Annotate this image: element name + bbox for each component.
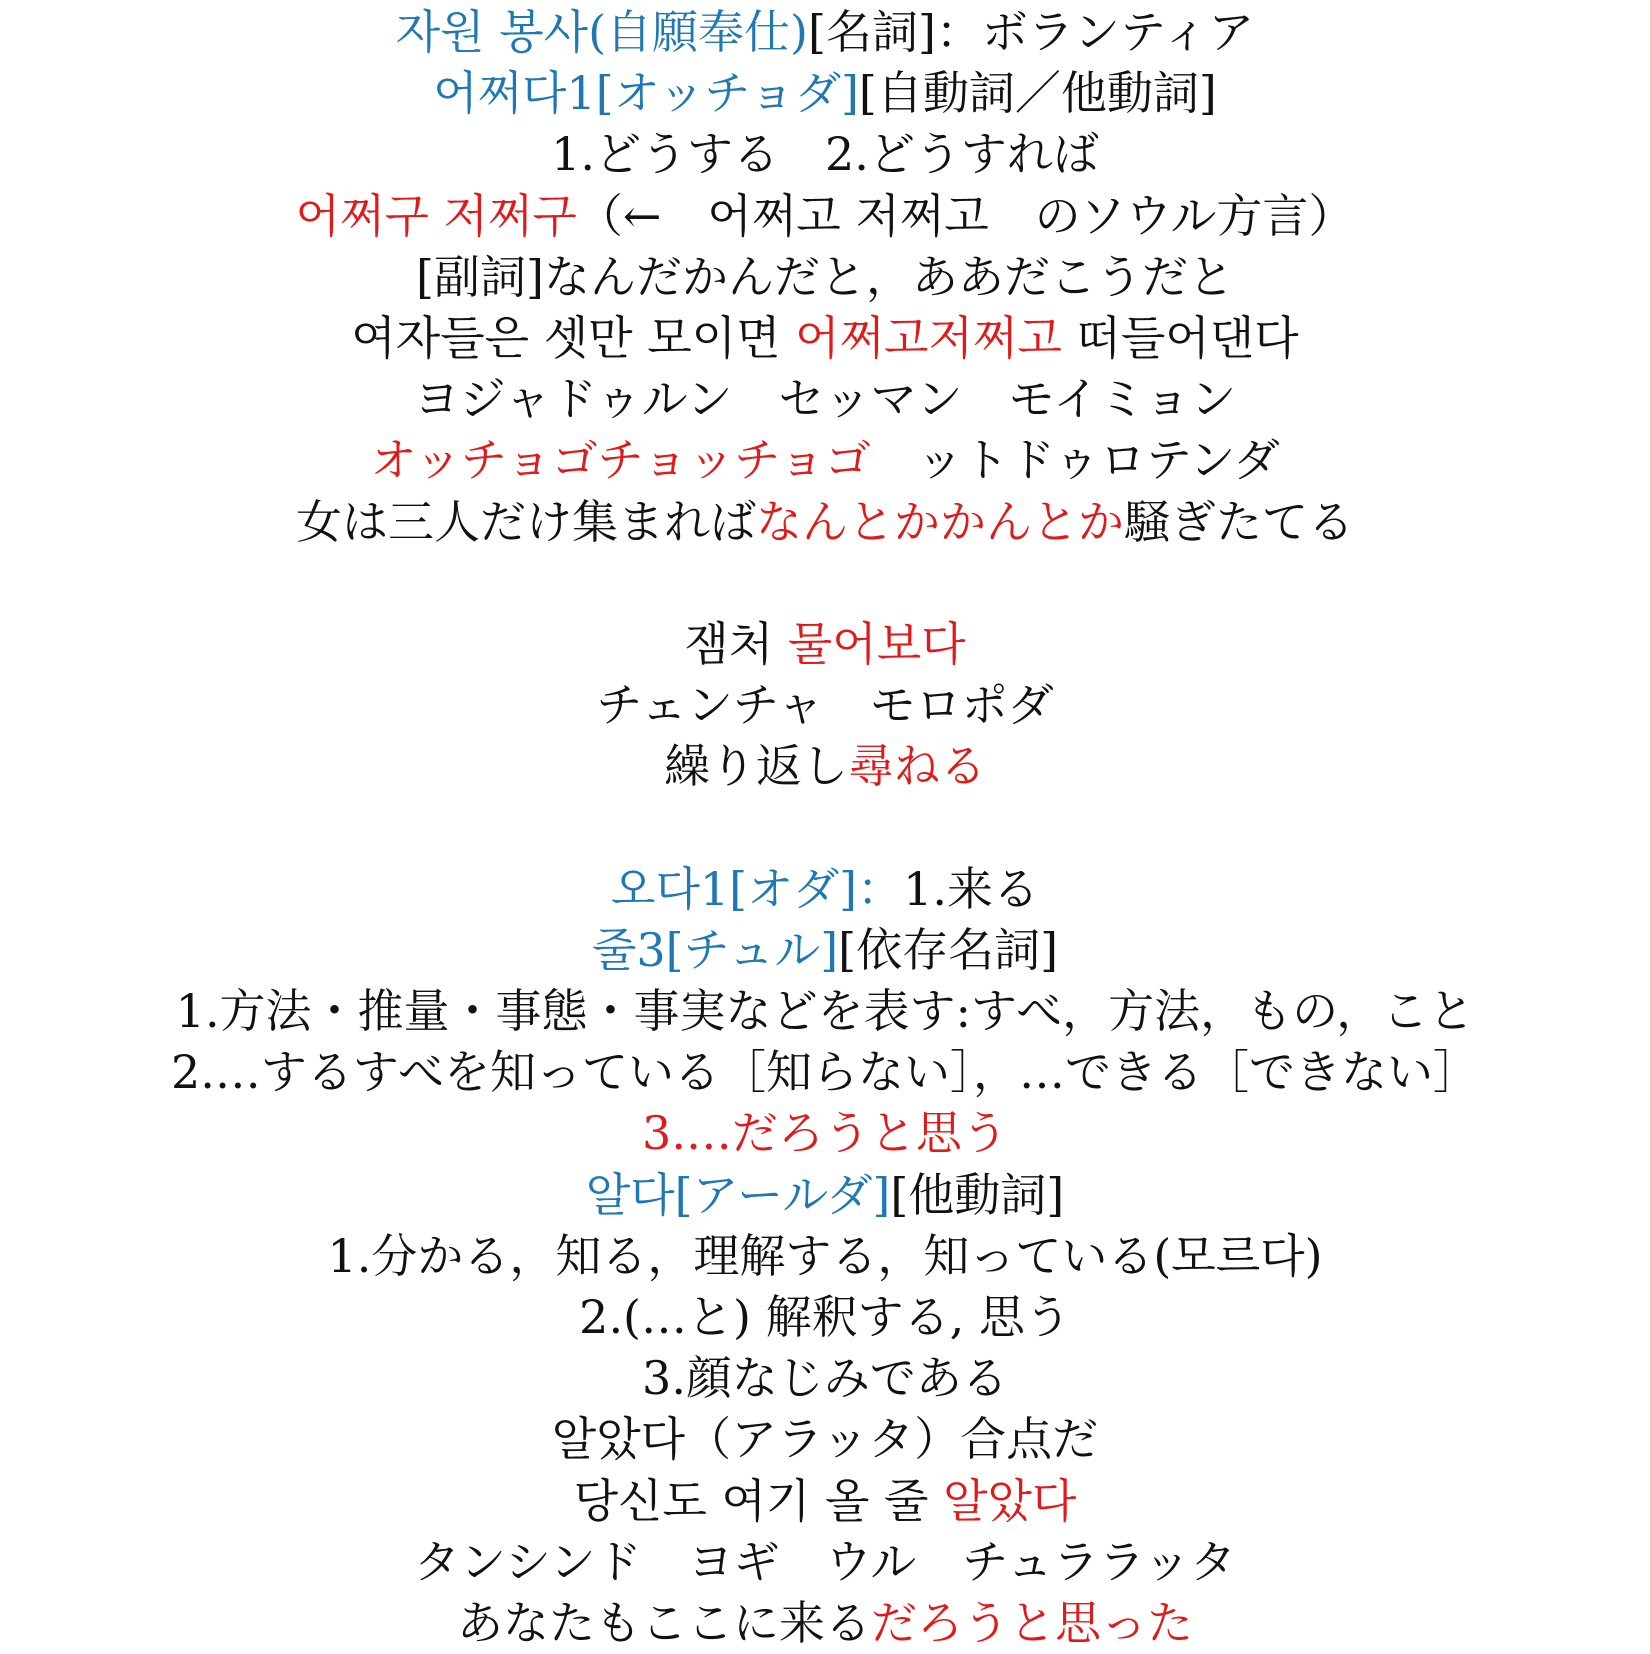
reading-text: ヨジャドゥルン セッマン モイミョン — [413, 372, 1237, 427]
translation-text: 女は三人だけ集まれば — [296, 494, 756, 549]
headword: 어쩌다1[オッチョダ] — [433, 66, 859, 121]
sense-text: 1.方法・推量・事態・事実などを表す:すべ，方法，もの，こと — [175, 984, 1475, 1038]
phrase-jaemcheo — [0, 614, 1650, 675]
reading-text: ットドゥロテンダ — [870, 433, 1280, 488]
definition: [副詞]なんだかんだと，ああだこうだと — [416, 249, 1234, 304]
entry-jawon-line — [0, 2, 1650, 63]
phrase-text: 잼처 — [684, 616, 788, 671]
entry-alda-line — [0, 1165, 1650, 1226]
part-of-speech: [自動詞／他動詞] — [858, 66, 1217, 121]
phrase-jaemcheo-reading — [0, 675, 1650, 736]
example-reading — [0, 1532, 1650, 1593]
example-translation — [0, 492, 1650, 553]
reading-text: チェンチャ モロポダ — [596, 678, 1054, 733]
part-of-speech: [依存名詞] — [838, 922, 1059, 977]
dialect-note: （← 어쩌고 저쩌고 のソウル方言） — [576, 188, 1355, 243]
senses: 1.どうする 2.どうすれば — [551, 127, 1099, 182]
translation-highlight: 尋ねる — [848, 739, 986, 794]
headword: 오다1[オダ]： — [611, 861, 904, 916]
entry-eojjeogu-line — [0, 186, 1650, 247]
entry-alda-sense-2 — [0, 1287, 1650, 1348]
example-text: 여자들은 셋만 모이면 — [351, 310, 796, 365]
phrase-jaemcheo-translation — [0, 736, 1650, 797]
sense-text: 2.…するすべを知っている［知らない］，…できる［できない］ — [171, 1045, 1479, 1100]
sense-highlight: 3.…だろうと思う — [642, 1106, 1008, 1161]
reading-text: タンシンド ヨギ ウル チュララッタ — [413, 1534, 1237, 1589]
example-korean — [0, 308, 1650, 369]
headword: 알다[アールダ] — [585, 1167, 891, 1222]
part-of-speech: [他動詞] — [890, 1167, 1065, 1222]
example-translation — [0, 1593, 1650, 1654]
phrase-highlight: 물어보다 — [787, 616, 966, 671]
spacer — [0, 553, 1650, 614]
example-text: 떠들어댄다 — [1061, 310, 1299, 365]
translation-text: 繰り返し — [664, 739, 848, 794]
headword: 어쩌구 저쩌구 — [295, 188, 577, 243]
headword: 줄3[チュル] — [591, 922, 839, 977]
sense-text: 2.(…と) 解釈する, 思う — [579, 1289, 1071, 1344]
translation-highlight: だろうと思った — [871, 1595, 1193, 1650]
entry-eojjeoda-senses — [0, 124, 1650, 185]
entry-jul-sense-2 — [0, 1042, 1650, 1103]
entry-alda-sense-1 — [0, 1226, 1650, 1287]
translation-text: 騒ぎたてる — [1124, 494, 1354, 549]
example-highlight: 어쩌고저쩌고 — [795, 310, 1062, 365]
example-reading — [0, 369, 1650, 430]
entry-alda-phrase — [0, 1409, 1650, 1470]
translation-text: あなたもここに来る — [457, 1595, 871, 1650]
headword: 자원 봉사(自願奉仕) — [395, 5, 809, 59]
phrase-text: 알았다（アラッタ）合点だ — [551, 1412, 1099, 1467]
definition: [名詞]：ボランティア — [808, 5, 1255, 59]
entry-jul-sense-3 — [0, 1103, 1650, 1164]
entry-eojjeoda-line — [0, 63, 1650, 124]
definition: 1.来る — [903, 861, 1039, 916]
reading-highlight: オッチョゴチョッチョゴ — [370, 433, 871, 488]
example-text: 당신도 여기 올 줄 — [573, 1473, 944, 1528]
entry-jul-line — [0, 920, 1650, 981]
sense-text: 1.分かる，知る，理解する，知っている(모르다) — [327, 1228, 1323, 1283]
translation-highlight: なんとかかんとか — [756, 494, 1124, 549]
entry-alda-sense-3 — [0, 1348, 1650, 1409]
example-reading — [0, 430, 1650, 491]
example-highlight: 알았다 — [943, 1473, 1077, 1528]
example-korean — [0, 1471, 1650, 1532]
sense-text: 3.顔なじみである — [642, 1351, 1008, 1406]
spacer — [0, 797, 1650, 858]
entry-eojjeogu-definition — [0, 247, 1650, 308]
entry-jul-sense-1 — [0, 981, 1650, 1042]
entry-oda-line — [0, 859, 1650, 920]
